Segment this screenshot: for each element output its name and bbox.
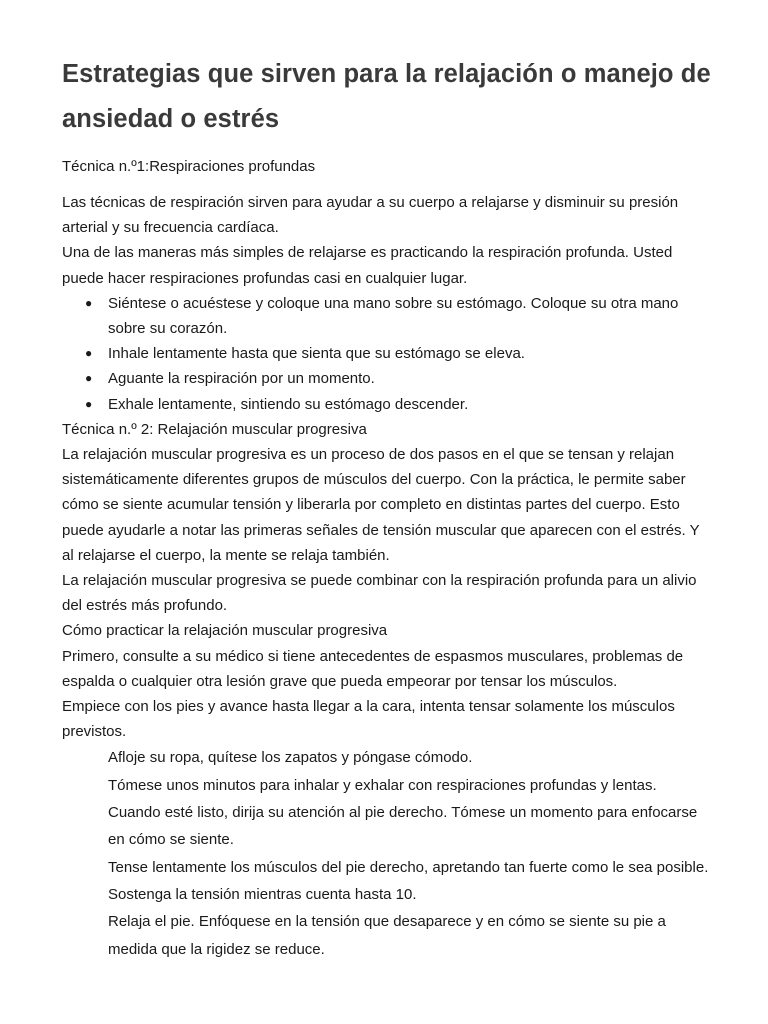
list-item: Cuando esté listo, dirija su atención al pie derecho. Tómese un momento para enfocarse en cómo se siente. bbox=[108, 804, 698, 849]
list-item: ● Aguante la respiración por un momento. bbox=[62, 366, 712, 391]
relaxation-steps-list bbox=[62, 744, 712, 962]
document-title: Estrategias que sirven para la relajación o manejo de ansiedad o estrés bbox=[62, 60, 711, 133]
paragraph: Primero, consulte a su médico si tiene antecedentes de espasmos musculares, problemas de espalda o cualquier otra lesión grave que pueda empeorar por tensar los músculos. bbox=[62, 647, 684, 690]
paragraph: La relajación muscular progresiva se puede combinar con la respiración profunda para un alivio del estrés más profundo. bbox=[62, 572, 697, 615]
bullet-icon: ● bbox=[85, 396, 93, 411]
list-item: Tómese unos minutos para inhalar y exhalar con respiraciones profundas y lentas. bbox=[108, 776, 657, 794]
paragraph: La relajación muscular progresiva es un proceso de dos pasos en el que se tensan y relajan sistemáticamente diferentes grupos de músculos del cuerpo. Con la práctica, le permite saber cómo se siente acumular tensión y liberarla por completo en distintas partes del cuerpo. Esto puede ayudarle a notar las primeras señales de tensión muscular que aparecen con el estrés. Y al relajarse el cuerpo, la mente se relaja también. bbox=[62, 446, 700, 564]
bullet-icon: ● bbox=[85, 295, 93, 310]
bullet-icon: ● bbox=[85, 346, 93, 361]
technique-1-heading: Técnica n.º1:Respiraciones profundas bbox=[62, 158, 316, 175]
breathing-steps-list bbox=[62, 291, 712, 417]
list-item: ● Siéntese o acuéstese y coloque una mano sobre su estómago. Coloque su otra mano sobre su corazón. bbox=[62, 291, 712, 341]
document-page bbox=[62, 52, 712, 963]
list-item: Afloje su ropa, quítese los zapatos y póngase cómodo. bbox=[108, 749, 473, 767]
section-heading: Cómo practicar la relajación muscular progresiva bbox=[62, 622, 388, 640]
paragraph: Empiece con los pies y avance hasta llegar a la cara, intenta tensar solamente los músculos previstos. bbox=[62, 698, 675, 741]
technique-2-heading: Técnica n.º 2: Relajación muscular progresiva bbox=[62, 420, 367, 438]
list-item: ● Exhale lentamente, sintiendo su estómago descender. bbox=[62, 392, 712, 417]
list-item: Tense lentamente los músculos del pie derecho, apretando tan fuerte como le sea posible. Sostenga la tensión mientras cuenta hasta 10. bbox=[108, 858, 709, 903]
paragraph: Las técnicas de respiración sirven para ayudar a su cuerpo a relajarse y disminuir su presión arterial y su frecuencia cardíaca. bbox=[62, 194, 679, 237]
list-item: ● Inhale lentamente hasta que sienta que su estómago se eleva. bbox=[62, 341, 712, 366]
paragraph: Una de las maneras más simples de relajarse es practicando la respiración profunda. Usted puede hacer respiraciones profundas casi en cualquier lugar. bbox=[62, 244, 673, 287]
document-body bbox=[62, 190, 712, 963]
list-item: Relaja el pie. Enfóquese en la tensión que desaparece y en cómo se siente su pie a medida que la rigidez se reduce. bbox=[108, 913, 666, 958]
bullet-icon: ● bbox=[85, 371, 93, 386]
